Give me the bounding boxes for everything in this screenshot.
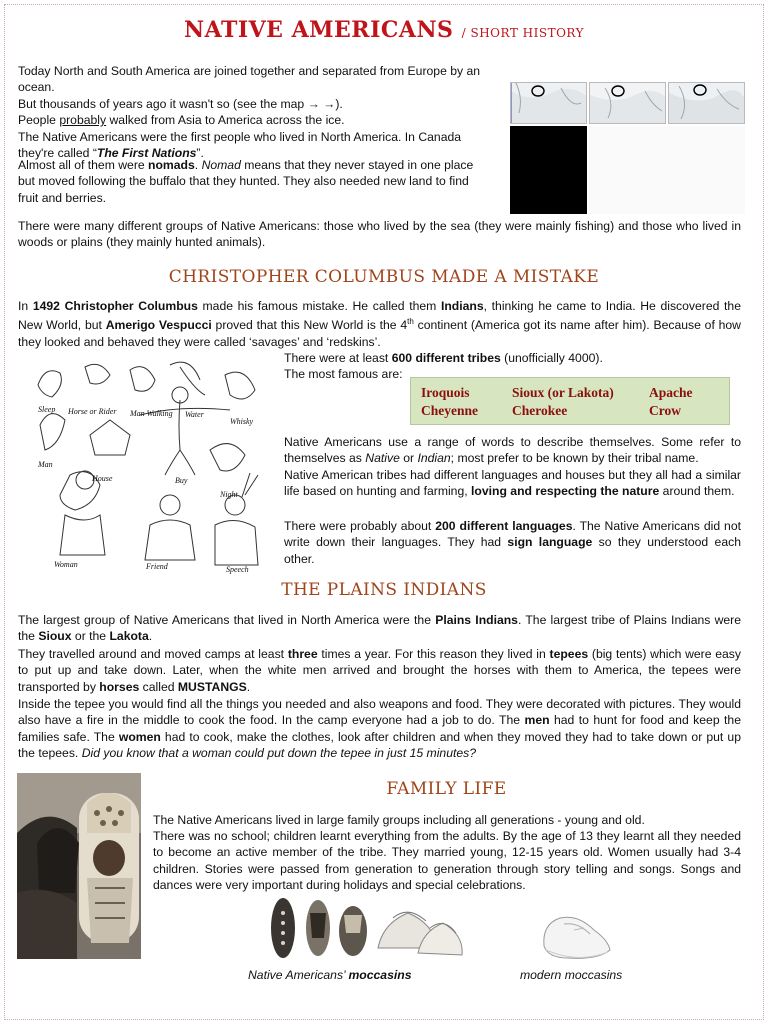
groups-paragraph: There were many different groups of Native Americans: those who lived by the sea (they were mainly fishing) and those who lived in woods or plains (they mainly hunted animals). [18, 219, 741, 250]
modern-moccasins-caption: modern moccasins [520, 968, 623, 982]
tribe-name: Apache [649, 385, 693, 400]
columbus-heading: CHRISTOPHER COLUMBUS MADE A MISTAKE [168, 267, 600, 287]
plains-paragraph-2: They travelled around and moved camps at least three times a year. For this reason they lived in tepees (big tents) which were easy to put up and take down. Later, when the white men arrived and brought the horses with them to America, the tepees were transported by horses called MUSTANGS. [18, 647, 741, 694]
sign-label: Speech [226, 565, 249, 574]
family-paragraph: There was no school; children learnt everything from the adults. By the age of 13 they learnt all they needed to become an active member of the tribe. They married young, 12-15 years old. Women usually had 3-4 children. Stories were passed from generation to generation through story telling and songs. Songs and dances were very important during holidays and special celebrations. [153, 829, 741, 893]
plains-paragraph-1: The largest group of Native Americans that lived in North America were the Plains Indians. The largest tribe of Plains Indians were the Sioux or the Lakota. [18, 613, 741, 644]
tribe-name: Iroquois [421, 385, 470, 400]
map-image-2 [589, 82, 666, 124]
sign-label: Buy [175, 476, 188, 485]
sign-label: Friend [146, 562, 168, 571]
famous-tribes-box [410, 377, 730, 425]
modern-moccasins-image [538, 906, 614, 964]
columbus-paragraph: In 1492 Christopher Columbus made his famous mistake. He called them Indians, thinking he came to India. He discovered the New World, but Amerigo Vespucci proved that this New World is the 4th continent (America got its name after him). Because of how they looked and behaved they were called ‘savages’ and ‘redskins’. [18, 299, 741, 349]
tribe-name: Crow [649, 403, 681, 418]
tribe-name: Cheyenne [421, 403, 478, 418]
family-heading: FAMILY LIFE [386, 779, 507, 799]
sign-label: Man Walking [130, 409, 173, 418]
languages-paragraph: Native American tribes had different languages and houses but they all had a similar life based on hunting and farming, loving and respecting the nature around them. [284, 468, 741, 499]
map-image-3 [668, 82, 745, 124]
sign-language-paragraph: There were probably about 200 different languages. The Native Americans did not write down their languages. They had sign language so they understood each other. [284, 519, 741, 566]
sign-label: House [92, 474, 113, 483]
sign-label: Woman [54, 560, 78, 569]
page-subtitle: / SHORT HISTORY [461, 26, 585, 40]
nomads-paragraph: Almost all of them were nomads. Nomad means that they never stayed in one place but moved following the buffalo that they hunted. They also needed new land to find fruit and berries. [18, 158, 474, 205]
plains-paragraph-3: Inside the tepee you would find all the things you needed and also weapons and food. They were decorated with pictures. They would also have a fire in the middle to cook the food. In the camp everyone had a job to do. The men had to hunt for food and keep the families safe. The women had to cook, make the clothes, look after children and when they moved they had to take down or put up the tepees. Did you know that a woman could put down the tepee in just 15 minutes? [18, 697, 741, 761]
sign-language-illustration [30, 355, 270, 577]
sign-label: Night [220, 490, 238, 499]
self-description-paragraph: Native Americans use a range of words to describe themselves. Some refer to themselves as Native or Indian; most prefer to be known by their tribal name. [284, 435, 741, 466]
tribe-name: Cherokee [512, 403, 568, 418]
page-title: NATIVE AMERICANS / SHORT HISTORY [183, 17, 585, 43]
mother-child-photo [17, 773, 141, 959]
traditional-moccasins-caption: Native Americans’ moccasins [248, 968, 412, 982]
sign-label: Horse or Rider [68, 407, 117, 416]
intro-text: Today North and South America are joined together and separated from Europe by an ocean. But thousands of years ago it wasn't so (see the map → →). People probably walked from Asia to America across the ice. The Native Americans were the first people who lived in North America. In Canada they're called “The First Nations”. [18, 64, 481, 161]
traditional-moccasins-image [268, 893, 464, 963]
sign-label: Sleep [38, 405, 56, 414]
sign-label: Man [38, 460, 53, 469]
map-image-dark [510, 126, 587, 214]
map-image-1 [510, 82, 587, 124]
sign-label: Whisky [230, 417, 254, 426]
tribes-count-text: There were at least 600 different tribes (unofficially 4000). The most famous are: [284, 351, 603, 382]
tribe-name: Sioux (or Lakota) [512, 385, 614, 400]
family-line-1: The Native Americans lived in large family groups including all generations - young and old. [153, 813, 645, 827]
sign-label: Water [185, 410, 204, 419]
plains-heading: THE PLAINS INDIANS [281, 580, 487, 600]
map-image-blank [589, 126, 745, 214]
